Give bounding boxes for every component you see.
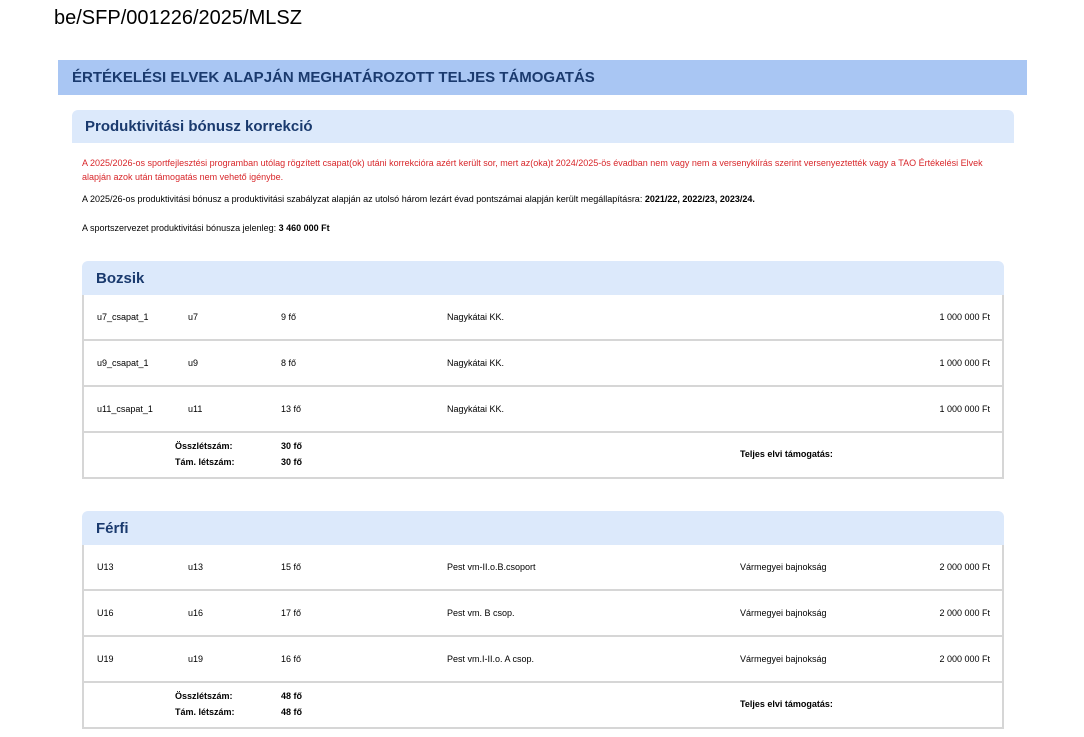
seasons-note-text: A 2025/26-os produktivitási bónusz a produktivitási szabályzat alapján az utolsó három lezárt évad pontszámai alapján került megállapításra: (82, 194, 645, 204)
support-amount: 1 000 000 Ft (939, 312, 990, 322)
section-title: Férfi (82, 511, 1004, 545)
league-name: Pest vm-II.o.B.csoport (447, 562, 536, 572)
team-table (82, 295, 1004, 479)
total-headcount-label: Összlétszám: (175, 691, 233, 701)
section-title: Bozsik (82, 261, 1004, 295)
age-group: u11 (188, 404, 203, 414)
player-count: 9 fő (281, 312, 297, 322)
player-count: 13 fő (281, 404, 302, 414)
player-count: 16 fő (281, 654, 302, 664)
league-name: Pest vm.I-II.o. A csop. (447, 654, 535, 664)
supported-headcount-label: Tám. létszám: (175, 707, 235, 717)
support-amount: 2 000 000 Ft (939, 608, 990, 618)
bonus-note-text: A sportszervezet produktivitási bónusza jelenleg: (82, 223, 279, 233)
support-amount: 2 000 000 Ft (939, 562, 990, 572)
summary-row (84, 683, 1002, 727)
team-name: U19 (97, 654, 114, 664)
table-row (84, 295, 1002, 341)
league-name: Nagykátai KK. (447, 312, 505, 322)
competition-level: Vármegyei bajnokság (740, 608, 827, 618)
table-row (84, 591, 1002, 637)
team-name: u9_csapat_1 (97, 358, 149, 368)
age-group: u7 (188, 312, 199, 322)
player-count: 8 fő (281, 358, 297, 368)
summary-row (84, 433, 1002, 477)
player-count: 17 fő (281, 608, 302, 618)
support-amount: 1 000 000 Ft (939, 404, 990, 414)
table-row (84, 545, 1002, 591)
team-section-bozsik (82, 261, 1004, 479)
seasons-note (82, 193, 755, 205)
team-name: U16 (97, 608, 114, 618)
section-banner: ÉRTÉKELÉSI ELVEK ALAPJÁN MEGHATÁROZOTT TELJES TÁMOGATÁS (58, 60, 1027, 95)
support-amount: 1 000 000 Ft (939, 358, 990, 368)
league-name: Nagykátai KK. (447, 358, 505, 368)
league-name: Pest vm. B csop. (447, 608, 515, 618)
team-section-ferfi (82, 511, 1004, 729)
league-name: Nagykátai KK. (447, 404, 505, 414)
age-group: u19 (188, 654, 204, 664)
age-group: u16 (188, 608, 204, 618)
supported-headcount-value: 30 fő (281, 457, 303, 467)
supported-headcount-label: Tám. létszám: (175, 457, 235, 467)
table-row (84, 387, 1002, 433)
supported-headcount-value: 48 fő (281, 707, 303, 717)
team-name: u11_csapat_1 (97, 404, 153, 414)
table-row (84, 637, 1002, 683)
total-headcount-label: Összlétszám: (175, 441, 233, 451)
correction-note: A 2025/2026-os sportfejlesztési programban utólag rögzített csapat(ok) utáni korrekcióra azért került sor, mert az(oka)t 2024/2025-ös évadban nem vagy nem a versenykiírás szerint versenyeztették vagy a TAO Értékelési Elvek alapján azok után támogatás nem vehető igénybe. (82, 158, 983, 182)
player-count: 15 fő (281, 562, 302, 572)
team-table (82, 545, 1004, 729)
total-headcount-value: 48 fő (281, 691, 303, 701)
support-amount: 2 000 000 Ft (939, 654, 990, 664)
table-row (84, 341, 1002, 387)
team-name: U13 (97, 562, 114, 572)
age-group: u9 (188, 358, 199, 368)
competition-level: Vármegyei bajnokság (740, 654, 827, 664)
total-support-label: Teljes elvi támogatás: (740, 449, 833, 459)
seasons-value: 2021/22, 2022/23, 2023/24. (644, 194, 755, 204)
age-group: u13 (188, 562, 204, 572)
competition-level: Vármegyei bajnokság (740, 562, 827, 572)
total-support-label: Teljes elvi támogatás: (740, 699, 833, 709)
bonus-note (82, 222, 330, 234)
team-name: u7_csapat_1 (97, 312, 149, 322)
subsection-title: Produktivitási bónusz korrekció (72, 110, 1014, 143)
document-id: be/SFP/001226/2025/MLSZ (54, 7, 302, 29)
total-headcount-value: 30 fő (281, 441, 303, 451)
bonus-value: 3 460 000 Ft (278, 223, 330, 233)
